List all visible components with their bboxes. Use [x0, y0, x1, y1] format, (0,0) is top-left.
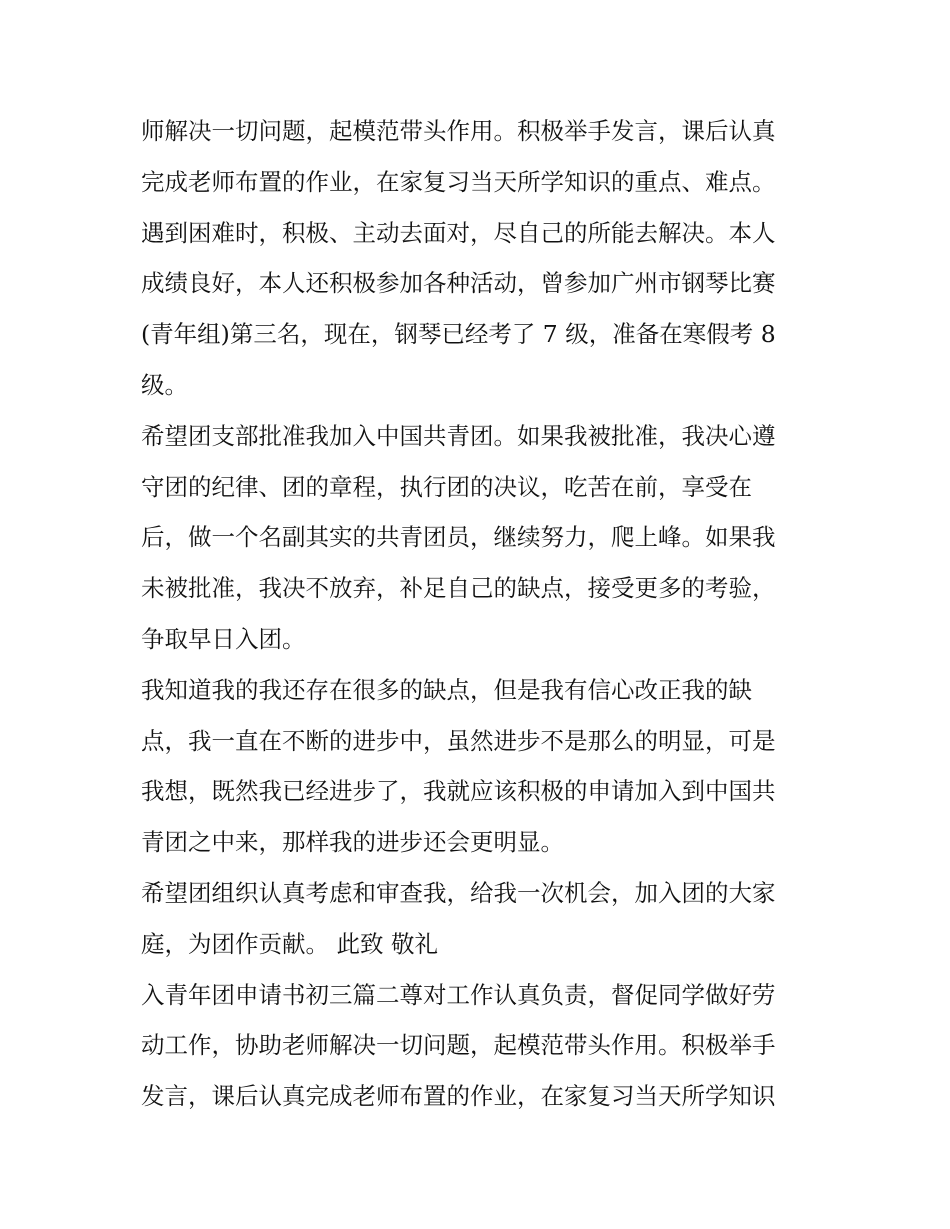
- text-line: 守团的纪律、团的章程，执行团的决议，吃苦在前，享受在: [141, 472, 752, 501]
- text-line: 庭，为团作贡献。 此致 敬礼: [141, 929, 438, 958]
- document-body: [141, 106, 821, 1122]
- text-line: 发言，课后认真完成老师布置的作业，在家复习当天所学知识: [141, 1082, 776, 1111]
- text-line: 后，做一个名副其实的共青团员，继续努力，爬上峰。如果我: [141, 523, 776, 552]
- text-line: 点，我一直在不断的进步中，虽然进步不是那么的明显，可是: [141, 726, 776, 755]
- text-line: 青团之中来，那样我的进步还会更明显。: [141, 828, 564, 857]
- text-line: (青年组)第三名，现在，钢琴已经考了 7 级，准备在寒假考 8: [141, 320, 776, 349]
- text-line: 入青年团申请书初三篇二尊对工作认真负责，督促同学做好劳: [141, 980, 776, 1009]
- text-line: 希望团支部批准我加入中国共青团。如果我被批准，我决心遵: [141, 421, 776, 450]
- text-line: 我知道我的我还存在很多的缺点，但是我有信心改正我的缺: [141, 675, 752, 704]
- text-line: 争取早日入团。: [141, 624, 306, 653]
- text-line: 师解决一切问题，起模范带头作用。积极举手发言，课后认真: [141, 117, 776, 145]
- text-line: 成绩良好，本人还积极参加各种活动，曾参加广州市钢琴比赛: [141, 269, 776, 298]
- text-line: 未被批准，我决不放弃，补足自己的缺点，接受更多的考验，: [141, 574, 776, 603]
- text-line: 级。: [141, 370, 188, 399]
- text-line: 我想，既然我已经进步了，我就应该积极的申请加入到中国共: [141, 777, 776, 806]
- text-line: 完成老师布置的作业，在家复习当天所学知识的重点、难点。: [141, 167, 776, 196]
- text-line: 遇到困难时，积极、主动去面对，尽自己的所能去解决。本人: [141, 218, 776, 247]
- text-line: 希望团组织认真考虑和审查我，给我一次机会，加入团的大家: [141, 878, 776, 907]
- text-line: 动工作，协助老师解决一切问题，起模范带头作用。积极举手: [141, 1031, 776, 1060]
